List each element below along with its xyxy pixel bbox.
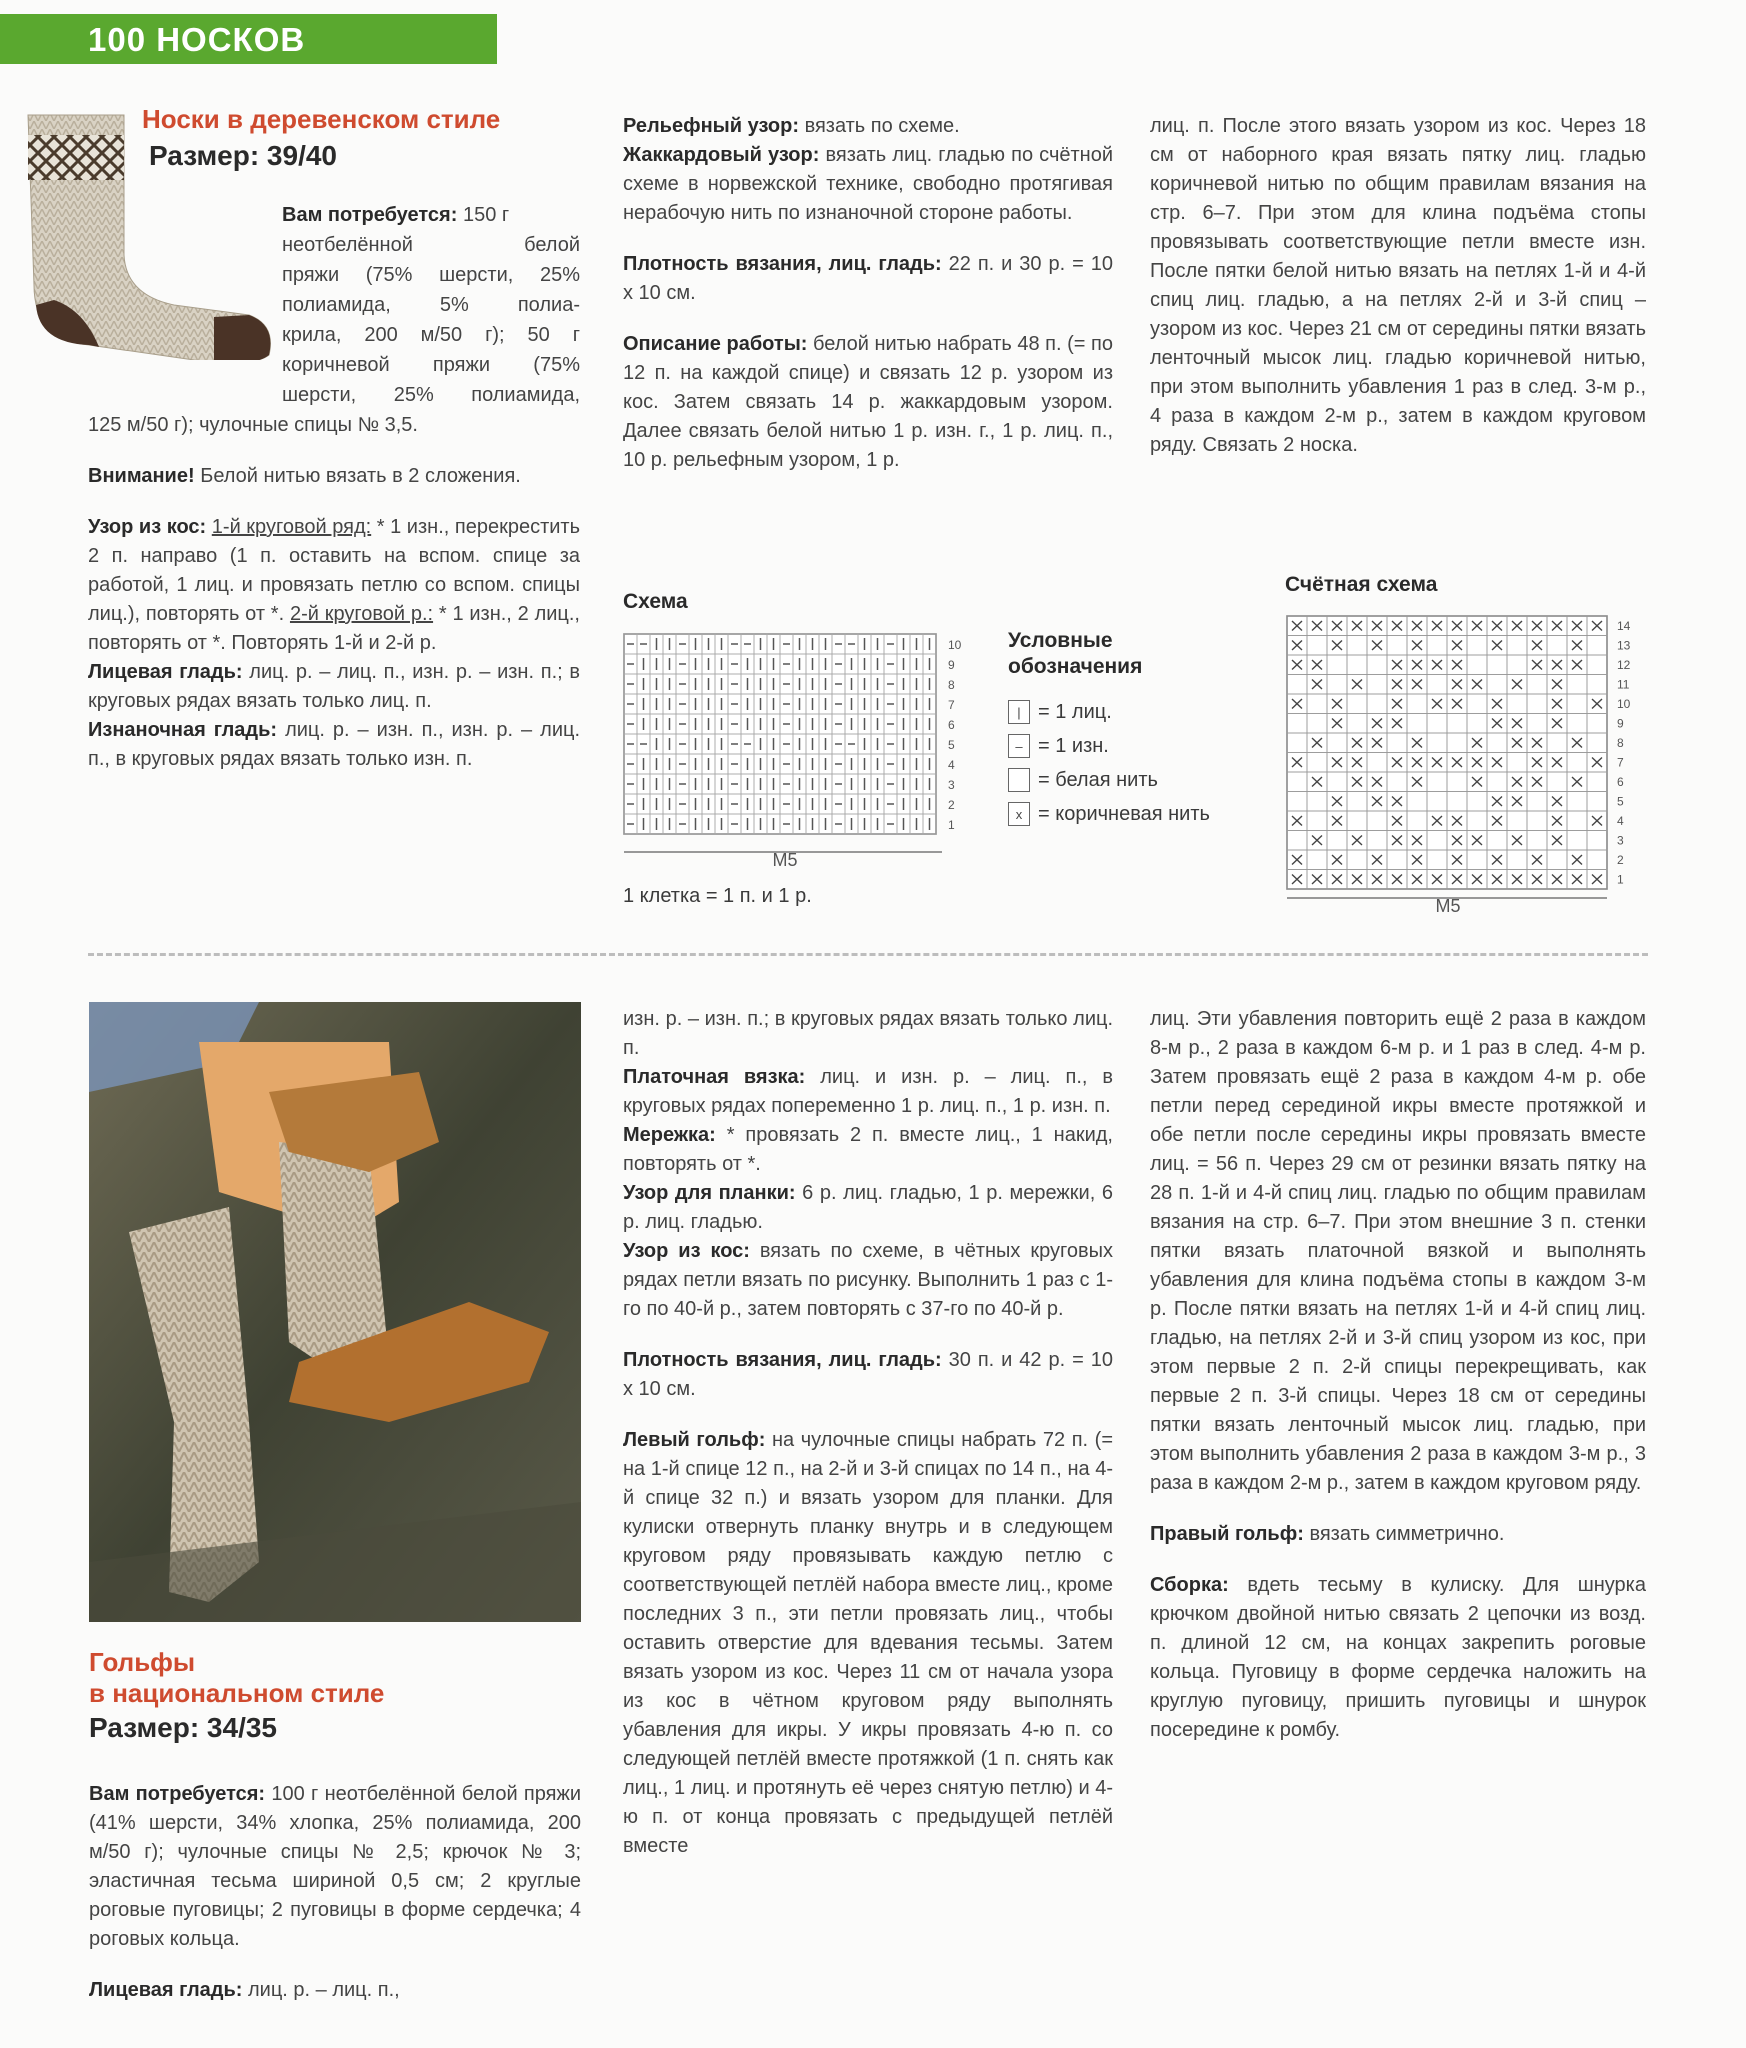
scheme-grid bbox=[624, 634, 936, 834]
stockinette-text: лиц. р. – лиц. п., изн. р. – изн. п.; в круговых рядах вязать только лиц. п. bbox=[88, 661, 581, 712]
count-row-number: 1 bbox=[1617, 872, 1624, 887]
scheme-row-number: 5 bbox=[948, 738, 955, 752]
left-sock-text: на чулочные спицы набрать 72 п. (= на 1-й спице 12 п., на 2-й и 3-й спицах по 14 п., на 4-й спице 32 п.) и вязать узором для планки. Для кулиски отвернуть планку внутрь и в следующем круговом ряду провязывать каждую петлю с соответствующей петлёй набора вместе лиц., кроме последних 3 п., эти петли провязать лиц., чтобы оставить отверстие для вдевания тесьмы. Затем вязать узором из кос. Через 11 см от начала узора из кос в чётном круговом ряду выполнять убавления для икры. У икры провязать 4-ю п. со следующей петлёй вместе протяжкой (1 п. снять как лиц., 1 лиц. и протянуть её через снятую петлю) и 4-ю п. от конца провязать с предыдущей петлёй вместе bbox=[623, 1429, 1114, 1857]
cable-text1: * 1 изн., перекрестить 2 п. направо (1 п. оставить на вспом. спице за работой, 1 лиц. и провязать петлю со вспом. спицы лиц.), повторять от *. bbox=[88, 516, 580, 625]
assembly-label: Сборка: bbox=[1150, 1574, 1229, 1596]
count-row-number: 9 bbox=[1617, 716, 1624, 731]
count-row-number: 8 bbox=[1617, 736, 1624, 750]
section-header-bar bbox=[0, 14, 497, 64]
count-row-number: 13 bbox=[1617, 638, 1631, 653]
scheme-label: Схема bbox=[623, 590, 688, 613]
cable-round1: 1-й круговой ряд: bbox=[211, 516, 372, 538]
col2-intro: изн. р. – изн. п.; в круговых рядах вязать только лиц. п. bbox=[623, 1008, 1113, 1059]
count-row-number: 4 bbox=[1617, 814, 1624, 828]
assembly-text: вдеть тесьму в кулиску. Для шнурка крючком двойной нитью связать 2 цепочки из возд. п. длиной 12 см, на концах закрепить роговые кольца. Пуговицу в форме сердечка наложить на круглую пуговицу, пришить пуговицы и шнурок посередине к ромбу. bbox=[1150, 1574, 1646, 1741]
scheme-row-number: 3 bbox=[948, 778, 955, 792]
scheme-note: 1 клетка = 1 п. и 1 р. bbox=[623, 885, 812, 907]
relief-text: вязать по схеме. bbox=[804, 115, 960, 137]
scheme-rapport: М5 bbox=[772, 850, 798, 870]
article2-col3 bbox=[1150, 1005, 1646, 1745]
knee-socks-photo bbox=[89, 1002, 581, 1622]
count-row-number: 11 bbox=[1617, 677, 1630, 692]
garter-label: Платочная вязка: bbox=[623, 1066, 806, 1088]
scheme-row-number: 10 bbox=[948, 638, 962, 652]
legend-item bbox=[1008, 700, 1112, 724]
lace-text: * провязать 2 п. вместе лиц., 1 накид, повторять от *. bbox=[623, 1124, 1113, 1175]
white-yarn-symbol-icon bbox=[1008, 768, 1030, 792]
count-row-number: 10 bbox=[1617, 697, 1631, 711]
legend-text: = 1 изн. bbox=[1038, 734, 1109, 757]
left-sock-label: Левый гольф: bbox=[623, 1429, 766, 1451]
legend-title: Условные обозначения bbox=[1008, 629, 1143, 678]
legend bbox=[1008, 700, 1268, 840]
right-sock-text: вязать симметрично. bbox=[1309, 1523, 1505, 1545]
needs-line: полиамида, 5% полиа- bbox=[282, 294, 580, 316]
article2-col2 bbox=[623, 1005, 1113, 1861]
count-chart-label: Счётная схема bbox=[1285, 573, 1438, 596]
legend-item bbox=[1008, 802, 1210, 826]
count-chart bbox=[1283, 612, 1643, 922]
article1-col3 bbox=[1150, 112, 1646, 460]
count-row-number: 2 bbox=[1617, 853, 1624, 867]
needs-line: коричневой пряжи (75% bbox=[282, 354, 580, 376]
needs-line: 150 г bbox=[462, 204, 510, 226]
garter-text: лиц. и изн. р. – лиц. п., в круговых рядах попеременно 1 р. лиц. п., 1 р. изн. п. bbox=[623, 1066, 1113, 1117]
cable-text: вязать по схеме, в чётных круговых рядах петли вязать по рисунку. Выполнить 1 раз с 1-го по 40-й р., затем повторять с 37-го по 40-й р. bbox=[623, 1240, 1113, 1320]
scheme-row-number: 8 bbox=[948, 678, 955, 692]
needs-line: неотбелённой белой bbox=[282, 234, 580, 256]
attention-text: Белой нитью вязать в 2 сложения. bbox=[200, 465, 521, 487]
needs-text: 100 г неотбелённой белой пряжи (41% шерсти, 34% хлопка, 25% полиамида, 200 м/50 г); чулочные спицы № 2,5; крючок № 3; эластичная тесьма шириной 0,5 см; 2 круглые роговые пуговицы; 2 пуговицы в форме сердечка; 4 роговых кольца. bbox=[89, 1783, 582, 1950]
section-title: 100 НОСКОВ bbox=[88, 21, 306, 58]
gauge-text: 30 п. и 42 р. = 10 х 10 см. bbox=[623, 1349, 1114, 1400]
scheme-row-number: 6 bbox=[948, 718, 955, 732]
desc-text: белой нитью набрать 48 п. (= по 12 п. на каждой спице) и связать 12 р. узором из кос. Затем связать 14 р. жаккардовым узором. Далее связать белой нитью 1 р. изн. г., 1 р. лиц. п., 10 р. рельефным узором, 1 р. bbox=[623, 333, 1113, 471]
needs-line: крила, 200 м/50 г); 50 г bbox=[282, 324, 580, 346]
legend-text: = 1 лиц. bbox=[1038, 700, 1112, 723]
col3-text: лиц. Эти убавления повторить ещё 2 раза в каждом 8-м р., 2 раза в каждом 6-м р. и 1 раз в след. 4-м р. Затем провязать ещё 2 раза в каждом 4-м р. обе петли перед серединой икры вместе протяжкой и обе петли после середины икры провязать вместе лиц. = 56 п. Через 29 см от резинки вязать пятку на 28 п. 1-й и 4-й спиц лиц. гладью по общим правилам вязания на стр. 6–7. При этом внешние 3 п. стенки пятки вязать платочной вязкой и выполнять убавления для клина подъёма стопы в каждом 3-м р. После пятки вязать на петлях 1-й и 4-й спиц лиц. гладью, на петлях 2-й и 3-й спиц узором из кос, при этом первые 2 п. 2-й спицы перекрещивать, как первые 2 п. 3-й спицы. Через 18 см от середины пятки вязать ленточный мысок лиц. гладью, при этом выполнить убавления 2 раза в каждом 3-м р., 3 раза в каждом 2-м р., затем в каждом круговом ряду. bbox=[1150, 1008, 1646, 1494]
legend-text: = коричневая нить bbox=[1038, 802, 1210, 825]
count-row-number: 6 bbox=[1617, 775, 1624, 789]
lace-label: Мережка: bbox=[623, 1124, 716, 1146]
count-row-number: 12 bbox=[1617, 658, 1631, 672]
brown-yarn-symbol-icon: x bbox=[1008, 802, 1030, 826]
article2-title bbox=[89, 1647, 384, 1709]
stockinette-label: Лицевая гладь: bbox=[88, 661, 243, 683]
desc-label: Описание работы: bbox=[623, 333, 808, 355]
section-divider bbox=[88, 953, 1648, 956]
article2-title-line2: в национальном стиле bbox=[89, 1678, 385, 1708]
gauge-label: Плотность вязания, лиц. гладь: bbox=[623, 1349, 942, 1371]
jacquard-label: Жаккардовый узор: bbox=[623, 144, 820, 166]
scheme-row-number: 2 bbox=[948, 798, 955, 812]
scheme-row-number: 4 bbox=[948, 758, 955, 772]
count-row-number: 7 bbox=[1617, 755, 1624, 770]
needs-line: пряжи (75% шерсти, 25% bbox=[282, 264, 580, 286]
scheme-chart bbox=[620, 630, 980, 870]
count-row-number: 5 bbox=[1617, 794, 1624, 809]
needs-label: Вам потребуется: bbox=[89, 1783, 266, 1805]
relief-label: Рельефный узор: bbox=[623, 115, 799, 137]
count-row-numbers bbox=[1617, 619, 1631, 887]
count-row-number: 14 bbox=[1617, 619, 1631, 633]
legend-item bbox=[1008, 768, 1158, 792]
count-row-number: 3 bbox=[1617, 833, 1624, 848]
knit-symbol-icon: | bbox=[1008, 700, 1030, 724]
stockinette-text: лиц. р. – лиц. п., bbox=[248, 1979, 400, 2001]
jacquard-text: вязать лиц. гладью по счётной схеме в норвежской технике, свободно протягивая нерабочую нить по изнаночной стороне работы. bbox=[623, 144, 1114, 224]
reverse-label: Изнаночная гладь: bbox=[88, 719, 278, 741]
reverse-text: лиц. р. – изн. п., изн. р. – лиц. п., в круговых рядах вязать только изн. п. bbox=[88, 719, 580, 770]
article1-needs bbox=[282, 200, 580, 410]
article1-col2 bbox=[623, 112, 1113, 475]
legend-item bbox=[1008, 734, 1109, 758]
scheme-row-number: 9 bbox=[948, 658, 955, 672]
stockinette-label: Лицевая гладь: bbox=[89, 1979, 243, 2001]
cable-round2: 2-й круговой р.: bbox=[289, 603, 434, 625]
right-sock-label: Правый гольф: bbox=[1150, 1523, 1304, 1545]
band-label: Узор для планки: bbox=[623, 1182, 796, 1204]
band-text: 6 р. лиц. гладью, 1 р. мережки, 6 р. лиц. гладью. bbox=[623, 1182, 1113, 1233]
article1-title: Носки в деревенском стиле bbox=[142, 104, 501, 134]
article2-col1 bbox=[89, 1780, 581, 2005]
scheme-row-number: 7 bbox=[948, 698, 955, 712]
needs-line: 125 м/50 г); чулочные спицы № 3,5. bbox=[88, 414, 418, 436]
article1-size: Размер: 39/40 bbox=[149, 140, 338, 171]
scheme-row-numbers bbox=[948, 638, 962, 832]
legend-text: = белая нить bbox=[1038, 768, 1158, 791]
gauge-label: Плотность вязания, лиц. гладь: bbox=[623, 253, 942, 275]
article1-col1 bbox=[88, 411, 580, 774]
scheme-row-number: 1 bbox=[948, 818, 955, 832]
cable-label: Узор из кос: bbox=[88, 516, 207, 538]
gauge-text: 22 п. и 30 р. = 10 х 10 см. bbox=[623, 253, 1114, 304]
article2-title-line1: Гольфы bbox=[89, 1647, 196, 1677]
col3-text: лиц. п. После этого вязать узором из кос. Через 18 см от наборного края вязать пятку лиц. гладью коричневой нитью по общим правилам вязания на стр. 6–7. При этом для клина подъёма стопы провязывать соответствующие петли вместе изн. После пятки белой нитью вязать на петлях 1-й и 4-й спиц лиц. гладью, а на петлях 2-й и 3-й спиц – узором из кос. Через 21 см от середины пятки вязать ленточный мысок лиц. гладью коричневой нитью, при этом выполнить убавления 1 раз в след. 3-м р., 4 раза в каждом 2-м р., затем в каждом круговом ряду. Связать 2 носка. bbox=[1150, 115, 1646, 456]
cable-label: Узор из кос: bbox=[623, 1240, 750, 1262]
cable-text2: * 1 изн., 2 лиц., повторять от *. Повторять 1-й и 2-й р. bbox=[88, 603, 580, 654]
purl-symbol-icon: – bbox=[1008, 734, 1030, 758]
attention-label: Внимание! bbox=[88, 465, 195, 487]
needs-line: шерсти, 25% полиамида, bbox=[282, 384, 580, 406]
article2-size: Размер: 34/35 bbox=[89, 1712, 278, 1743]
needs-label: Вам потребуется: bbox=[282, 204, 458, 226]
count-grid bbox=[1287, 616, 1607, 889]
count-rapport: М5 bbox=[1435, 896, 1461, 916]
